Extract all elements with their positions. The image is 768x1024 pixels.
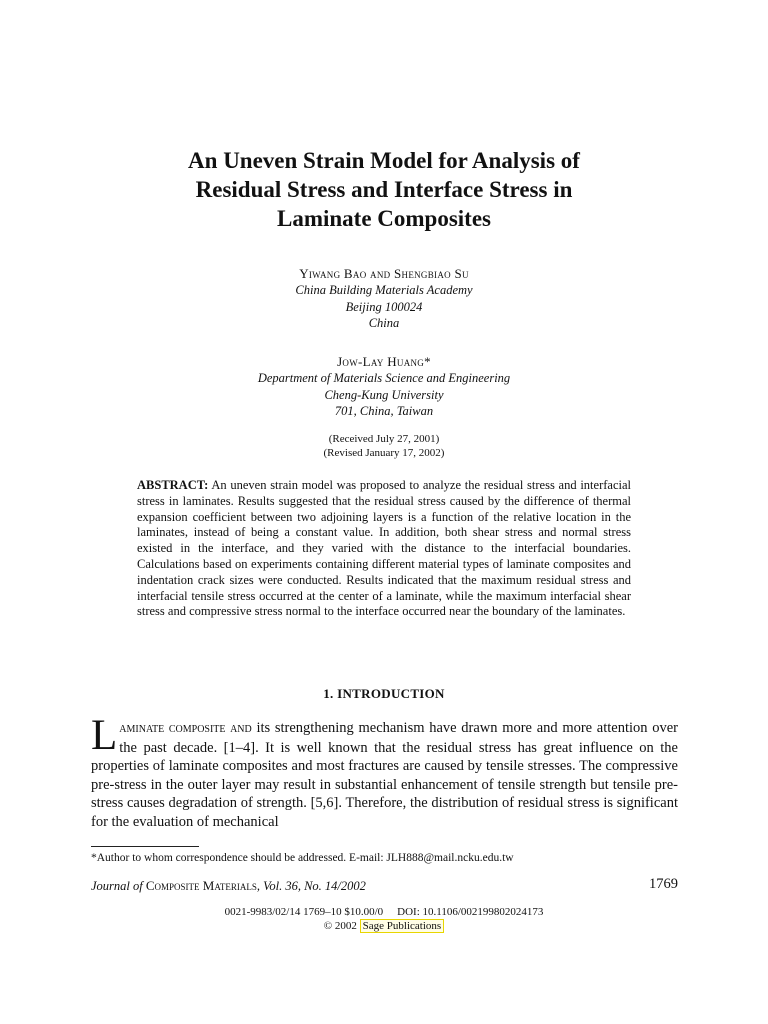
revised-date: (Revised January 17, 2002) [323, 446, 445, 459]
affiliation-2-line-2: Cheng-Kung University [324, 387, 444, 402]
received-date: (Received July 27, 2001) [328, 433, 440, 445]
author-names-2: Jow-Lay Huang* [337, 354, 431, 369]
abstract-text: An uneven strain model was proposed to analyze the residual stress and interfacial stress in laminates. Results suggested that the residual stress caused by the difference of thermal expansion coefficient between two adjoining layers is a function of the relative location in the laminates, instead of being a constant value. In addition, both shear stress and normal stress existed in the interface, and they varied with the distance to the interfacial boundaries. Calculations based on experiments containing different material types of laminate composites and indentation crack sizes were conducted. Results indicated that the maximum residual stress and interfacial tensile stress occurred at the center of a laminate, while the maximum interfacial shear stress and compressive stress normal to the interface occurred near the boundary of the laminates. [137, 478, 631, 619]
publisher-link[interactable]: Sage Publications [360, 919, 445, 933]
affiliation-2-line-1: Department of Materials Science and Engineering [257, 371, 511, 385]
affiliation-1-line-3: China [368, 316, 400, 330]
footnote-rule [91, 846, 199, 847]
issn-code: 0021-9983/02/14 1769–10 $10.00/0 [224, 906, 384, 918]
intro-smallcaps: aminate composite and [119, 721, 252, 736]
journal-name: Composite Materials [145, 878, 257, 893]
intro-text: its strengthening mechanism have drawn more and more attention over the past decade. [1–4]. It is well known that the residual stress has great influence on the properties of laminate composites and most fractures are caused by tensile stresses. The compressive pre-stress in the outer layer may result in substantial enhancement of tensile strength but tensile pre-stress causes degradation of strength. [5,6]. Therefore, the distribution of residual stress is significant for the evaluation of mechanical [91, 720, 678, 830]
paper-title [0, 146, 768, 233]
title-line-3: Laminate Composites [276, 206, 492, 231]
publication-codes [0, 906, 768, 933]
introduction-paragraph [91, 712, 678, 831]
section-heading-introduction: 1. INTRODUCTION [323, 686, 445, 701]
received-dates [0, 433, 768, 460]
copyright: © 2002 [323, 919, 360, 932]
abstract-label: ABSTRACT: [137, 478, 209, 492]
author-group-1 [0, 265, 768, 332]
title-line-1: An Uneven Strain Model for Analysis of [188, 148, 580, 173]
affiliation-2-line-3: 701, China, Taiwan [334, 404, 434, 418]
journal-prefix: Journal of [91, 879, 146, 893]
abstract [137, 478, 631, 620]
drop-cap: L [91, 712, 118, 759]
journal-volume: , Vol. 36, No. 14/2002 [256, 879, 366, 893]
title-line-2: Residual Stress and Interface Stress in [195, 177, 573, 202]
doi: DOI: 10.1106/002199802024173 [397, 906, 544, 918]
author-group-2 [0, 353, 768, 420]
footnote: *Author to whom correspondence should be addressed. E-mail: JLH888@mail.ncku.edu.tw [91, 852, 514, 864]
journal-citation [91, 878, 366, 894]
affiliation-1-line-1: China Building Materials Academy [295, 283, 473, 297]
affiliation-1-line-2: Beijing 100024 [345, 299, 423, 314]
page-number: 1769 [649, 876, 678, 892]
author-names-1: Yiwang Bao and Shengbiao Su [299, 266, 469, 281]
